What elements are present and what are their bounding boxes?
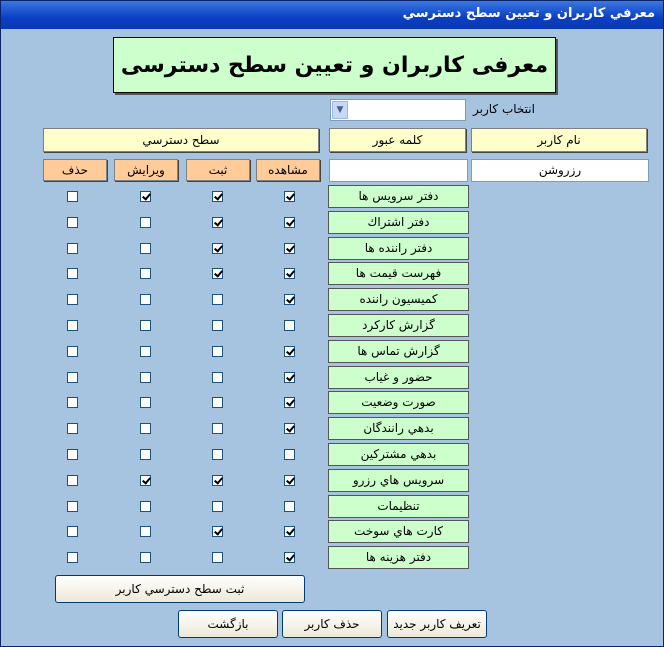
view-checkbox[interactable] <box>284 320 295 331</box>
edit-checkbox[interactable] <box>140 552 151 563</box>
edit-checkbox[interactable] <box>140 346 151 357</box>
module-label: دفتر هزينه ها <box>328 546 469 569</box>
add-checkbox[interactable] <box>212 526 223 537</box>
module-label: سرويس هاي رزرو <box>328 469 469 492</box>
view-checkbox[interactable] <box>284 372 295 383</box>
back-button[interactable]: بازگشت <box>178 610 278 638</box>
delete-checkbox[interactable] <box>67 372 78 383</box>
edit-checkbox[interactable] <box>140 501 151 512</box>
delete-checkbox[interactable] <box>67 217 78 228</box>
add-checkbox[interactable] <box>212 423 223 434</box>
edit-checkbox[interactable] <box>140 372 151 383</box>
username-field[interactable]: رزروشن <box>471 159 649 182</box>
view-checkbox[interactable] <box>284 423 295 434</box>
col-edit-header: ويرايش <box>114 159 178 181</box>
add-checkbox[interactable] <box>212 372 223 383</box>
view-checkbox[interactable] <box>284 217 295 228</box>
add-checkbox[interactable] <box>212 191 223 202</box>
add-checkbox[interactable] <box>212 294 223 305</box>
edit-checkbox[interactable] <box>140 423 151 434</box>
add-checkbox[interactable] <box>212 501 223 512</box>
new-user-button[interactable]: تعريف كاربر جديد <box>387 610 487 638</box>
edit-checkbox[interactable] <box>140 526 151 537</box>
module-label: دفتر سرويس ها <box>328 185 469 208</box>
delete-checkbox[interactable] <box>67 397 78 408</box>
delete-checkbox[interactable] <box>67 449 78 460</box>
view-checkbox[interactable] <box>284 191 295 202</box>
module-label: كارت هاي سوخت <box>328 520 469 543</box>
module-label: گزارش تماس ها <box>328 340 469 363</box>
edit-checkbox[interactable] <box>140 268 151 279</box>
access-level-header: سطح دسترسي <box>43 128 319 152</box>
view-checkbox[interactable] <box>284 501 295 512</box>
password-header: كلمه عبور <box>329 128 466 152</box>
delete-checkbox[interactable] <box>67 294 78 305</box>
delete-checkbox[interactable] <box>67 346 78 357</box>
select-user-dropdown[interactable] <box>330 99 466 121</box>
module-label: فهرست قيمت ها <box>328 262 469 285</box>
module-label: صورت وضعيت <box>328 391 469 414</box>
add-checkbox[interactable] <box>212 243 223 254</box>
add-checkbox[interactable] <box>212 397 223 408</box>
add-checkbox[interactable] <box>212 320 223 331</box>
edit-checkbox[interactable] <box>140 191 151 202</box>
page-banner: معرفی کاربران و تعیین سطح دسترسی <box>113 37 556 93</box>
delete-checkbox[interactable] <box>67 320 78 331</box>
view-checkbox[interactable] <box>284 268 295 279</box>
add-checkbox[interactable] <box>212 268 223 279</box>
module-label: كميسيون راننده <box>328 288 469 311</box>
delete-user-button[interactable]: حذف كاربر <box>282 610 382 638</box>
add-checkbox[interactable] <box>212 449 223 460</box>
module-label: بدهي مشتركين <box>328 443 469 466</box>
view-checkbox[interactable] <box>284 346 295 357</box>
col-view-header: مشاهده <box>256 159 320 181</box>
delete-checkbox[interactable] <box>67 423 78 434</box>
add-checkbox[interactable] <box>212 475 223 486</box>
delete-checkbox[interactable] <box>67 191 78 202</box>
edit-checkbox[interactable] <box>140 217 151 228</box>
edit-checkbox[interactable] <box>140 294 151 305</box>
edit-checkbox[interactable] <box>140 449 151 460</box>
delete-checkbox[interactable] <box>67 243 78 254</box>
module-label: گزارش كاركرد <box>328 314 469 337</box>
add-checkbox[interactable] <box>212 217 223 228</box>
module-label: دفتر راننده ها <box>328 237 469 260</box>
add-checkbox[interactable] <box>212 346 223 357</box>
module-label: تنظيمات <box>328 495 469 518</box>
username-header: نام كاربر <box>471 128 647 152</box>
title-bar <box>1 1 663 29</box>
chevron-down-icon[interactable]: ▼ <box>332 101 348 119</box>
module-label: بدهي رانندگان <box>328 417 469 440</box>
module-label: دفتر اشتراك <box>328 211 469 234</box>
edit-checkbox[interactable] <box>140 475 151 486</box>
col-add-header: ثبت <box>186 159 250 181</box>
view-checkbox[interactable] <box>284 243 295 254</box>
col-delete-header: حذف <box>43 159 107 181</box>
edit-checkbox[interactable] <box>140 397 151 408</box>
select-user-label: انتخاب كاربر <box>473 102 535 116</box>
password-field[interactable] <box>329 159 468 182</box>
view-checkbox[interactable] <box>284 294 295 305</box>
edit-checkbox[interactable] <box>140 320 151 331</box>
delete-checkbox[interactable] <box>67 268 78 279</box>
delete-checkbox[interactable] <box>67 526 78 537</box>
delete-checkbox[interactable] <box>67 475 78 486</box>
module-label: حضور و غياب <box>328 366 469 389</box>
window-title: معرفي كاربران و تعيين سطح دسترسي <box>402 6 655 21</box>
edit-checkbox[interactable] <box>140 243 151 254</box>
save-access-button[interactable]: ثبت سطح دسترسي كاربر <box>55 575 305 603</box>
view-checkbox[interactable] <box>284 552 295 563</box>
delete-checkbox[interactable] <box>67 501 78 512</box>
view-checkbox[interactable] <box>284 475 295 486</box>
view-checkbox[interactable] <box>284 526 295 537</box>
add-checkbox[interactable] <box>212 552 223 563</box>
view-checkbox[interactable] <box>284 397 295 408</box>
delete-checkbox[interactable] <box>67 552 78 563</box>
view-checkbox[interactable] <box>284 449 295 460</box>
